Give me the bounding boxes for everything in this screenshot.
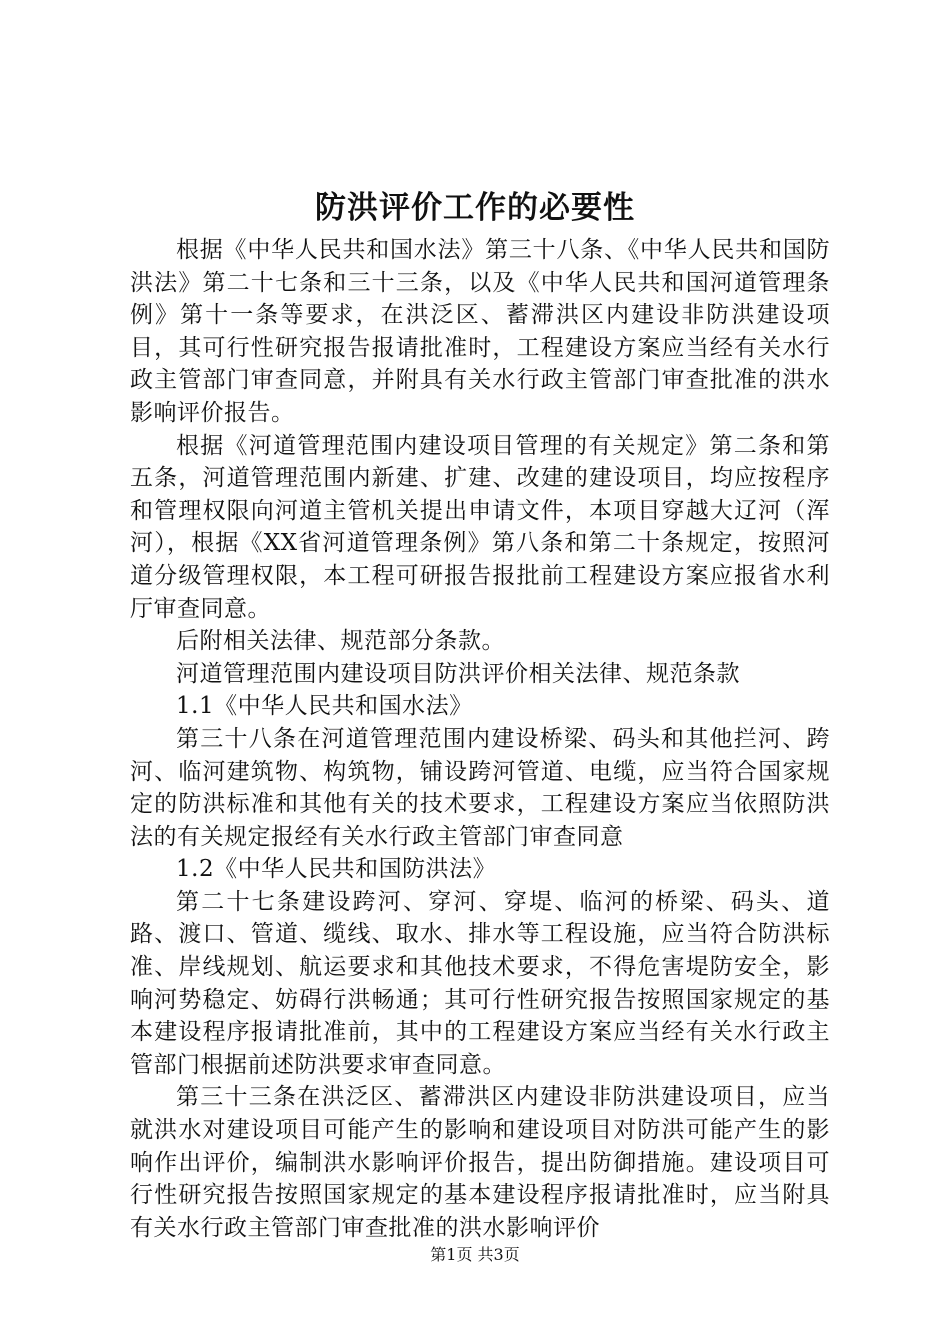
paragraph: 第三十八条在河道管理范围内建设桥梁、码头和其他拦河、跨河、临河建筑物、构筑物，铺设跨河管道、电缆，应当符合国家规定的防洪标准和其他有关的技术要求，工程建设方案应当依照防洪法的有关规定报经有关水行政主管部门审查同意 <box>130 725 830 850</box>
law-heading: 1.2《中华人民共和国防洪法》 <box>176 856 497 883</box>
page-footer: 第1页 共3页 <box>430 1245 520 1264</box>
paragraph: 根据《河道管理范围内建设项目管理的有关规定》第二条和第五条，河道管理范围内新建、扩建、改建的建设项目，均应按程序和管理权限向河道主管机关提出申请文件，本项目穿越大辽河（浑河），根据《XX省河道管理条例》第八条和第二十条规定，按照河道分级管理权限，本工程可研报告报批前工程建设方案应报省水利厅审查同意。 <box>130 432 830 622</box>
law-heading: 1.1《中华人民共和国水法》 <box>176 693 473 720</box>
paragraph: 第三十三条在洪泛区、蓄滞洪区内建设非防洪建设项目，应当就洪水对建设项目可能产生的影响和建设项目对防洪可能产生的影响作出评价，编制洪水影响评价报告，提出防御措施。建设项目可行性研究报告按照国家规定的基本建设程序报请批准时，应当附具有关水行政主管部门审查批准的洪水影响评价 <box>130 1084 830 1241</box>
paragraph: 第二十七条建设跨河、穿河、穿堤、临河的桥梁、码头、道路、渡口、管道、缆线、取水、排水等工程设施，应当符合防洪标准、岸线规划、航运要求和其他技术要求，不得危害堤防安全，影响河势稳定、妨碍行洪畅通；其可行性研究报告按照国家规定的基本建设程序报请批准前，其中的工程建设方案应当经有关水行政主管部门根据前述防洪要求审查同意。 <box>130 888 830 1078</box>
paragraph: 根据《中华人民共和国水法》第三十八条、《中华人民共和国防洪法》第二十七条和三十三条，以及《中华人民共和国河道管理条例》第十一条等要求，在洪泛区、蓄滞洪区内建设非防洪建设项目，其可行性研究报告报请批准时，工程建设方案应当经有关水行政主管部门审查同意，并附具有关水行政主管部门审查批准的洪水影响评价报告。 <box>130 237 830 426</box>
document-title: 防洪评价工作的必要性 <box>315 190 635 226</box>
section-heading: 河道管理范围内建设项目防洪评价相关法律、规范条款 <box>176 660 740 687</box>
document-body <box>130 234 830 1244</box>
paragraph: 后附相关法律、规范部分条款。 <box>176 628 505 655</box>
